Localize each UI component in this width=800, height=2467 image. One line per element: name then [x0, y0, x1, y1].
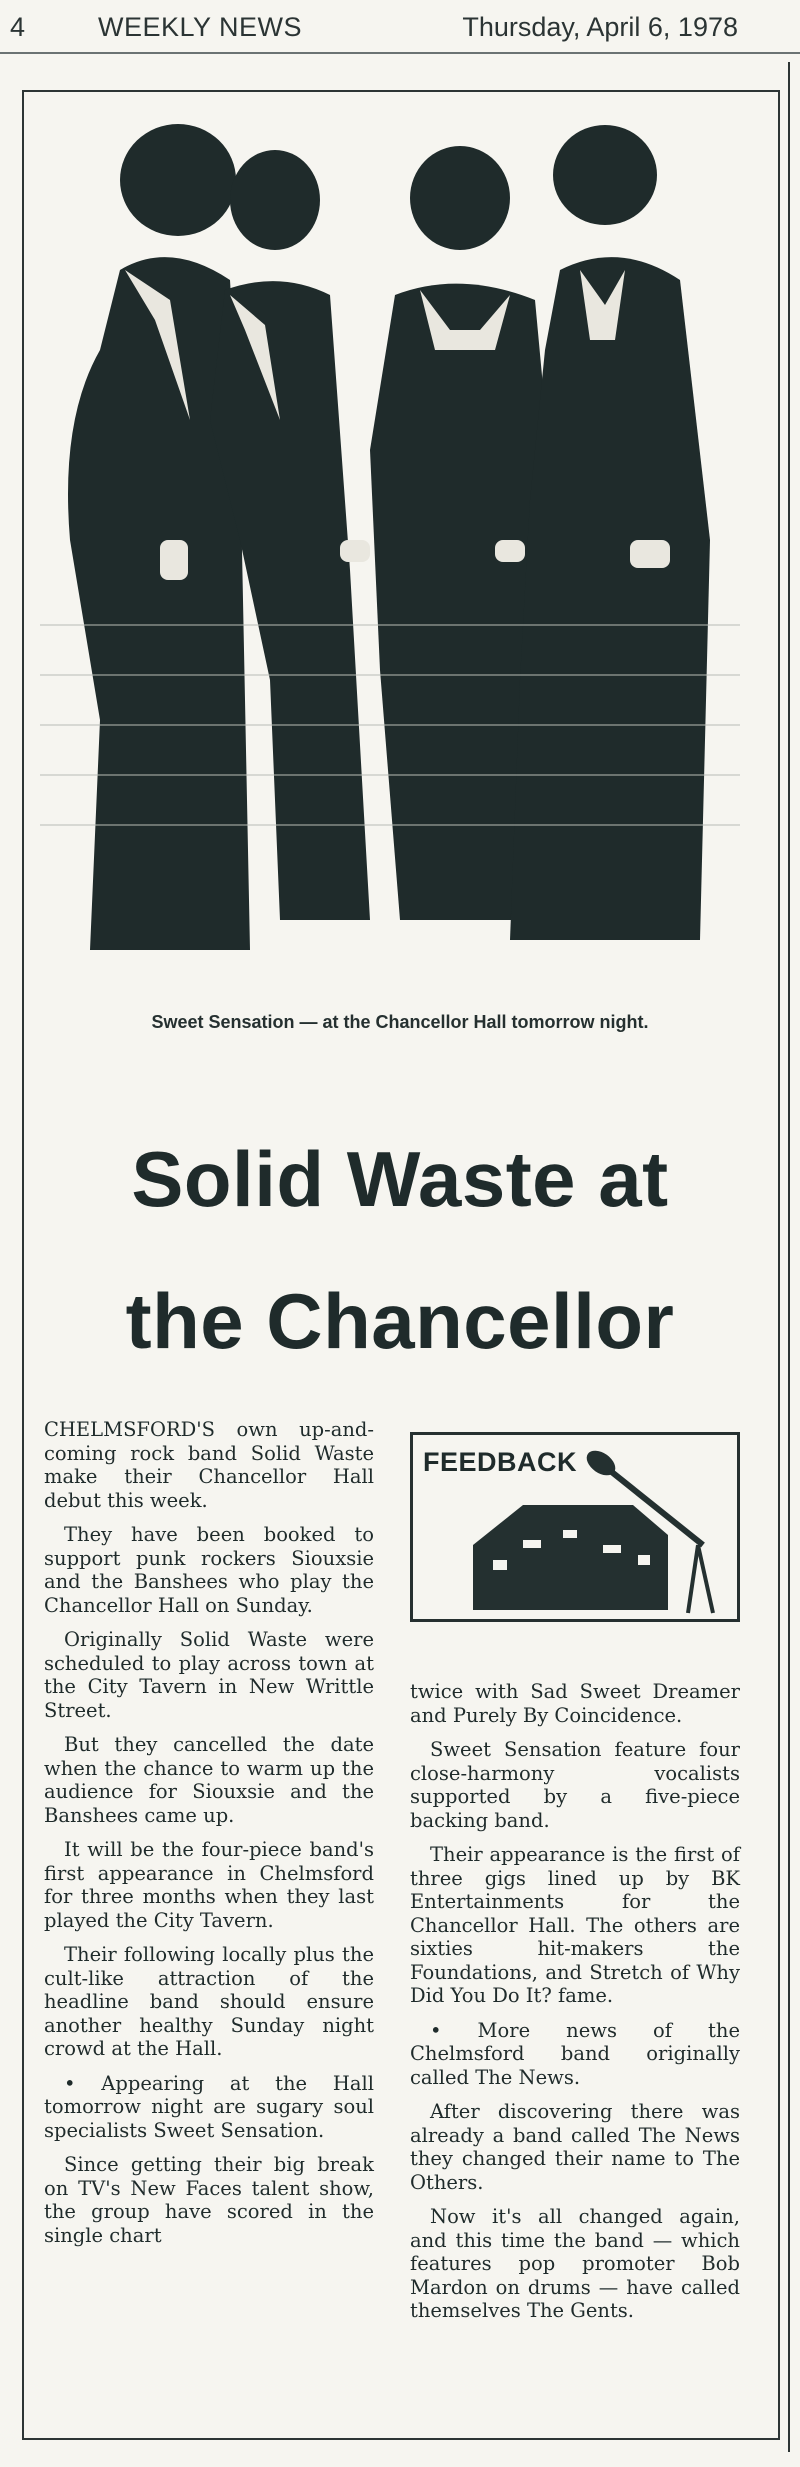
masthead-rule: [0, 52, 800, 54]
paragraph: They have been booked to support punk rockers Siouxsie and the Banshees who play the Chancellor Hall on Sunday.: [44, 1523, 374, 1617]
paragraph: CHELMSFORD'S own up-and-coming rock band Solid Waste make their Chancellor Hall debut this week.: [44, 1418, 374, 1512]
paragraph: Since getting their big break on TV's New Faces talent show, the group have scored in the single chart: [44, 2153, 374, 2247]
headline-line-1: Solid Waste at: [131, 1135, 669, 1223]
paragraph: After discovering there was already a band called The News they changed their name to The Others.: [410, 2100, 740, 2194]
headline-line-2: the Chancellor: [125, 1277, 675, 1365]
article-column-2: [410, 1680, 740, 2334]
paragraph: Now it's all changed again, and this time the band — which features pop promoter Bob Mardon on drums — have called themselves The Gents.: [410, 2205, 740, 2322]
column-rule: [788, 62, 790, 2452]
paragraph: Originally Solid Waste were scheduled to play across town at the City Tavern in New Writtle Street.: [44, 1628, 374, 1722]
issue-date: Thursday, April 6, 1978: [462, 12, 738, 42]
page-number: 4: [10, 12, 26, 42]
paper-name: WEEKLY NEWS: [98, 12, 303, 42]
paragraph: Sweet Sensation feature four close-harmony vocalists supported by a five-piece backing band.: [410, 1738, 740, 1832]
paragraph: Their following locally plus the cult-like attraction of the headline band should ensure another healthy Sunday night crowd at the Hall.: [44, 1943, 374, 2060]
photo-caption: Sweet Sensation — at the Chancellor Hall tomorrow night.: [151, 1012, 649, 1032]
band-photo: [40, 120, 740, 960]
paragraph: It will be the four-piece band's first appearance in Chelmsford for three months when they last played the City Tavern.: [44, 1838, 374, 1932]
paragraph: But they cancelled the date when the chance to warm up the audience for Siouxsie and the Banshees came up.: [44, 1733, 374, 1827]
feedback-label: FEEDBACK: [423, 1447, 578, 1477]
paragraph: • More news of the Chelmsford band originally called The News.: [410, 2018, 740, 2089]
article-column-1: [44, 1418, 374, 2258]
paragraph: • Appearing at the Hall tomorrow night are sugary soul specialists Sweet Sensation.: [44, 2071, 374, 2142]
headline: [60, 1108, 740, 1392]
paragraph: Their appearance is the first of three gigs lined up by BK Entertainments for the Chancellor Hall. The others are sixties hit-makers the Foundations, and Stretch of Why Did You Do It? fame.: [410, 1843, 740, 2007]
masthead: [0, 0, 800, 60]
feedback-box: [410, 1432, 740, 1622]
paragraph: twice with Sad Sweet Dreamer and Purely By Coincidence.: [410, 1680, 740, 1727]
